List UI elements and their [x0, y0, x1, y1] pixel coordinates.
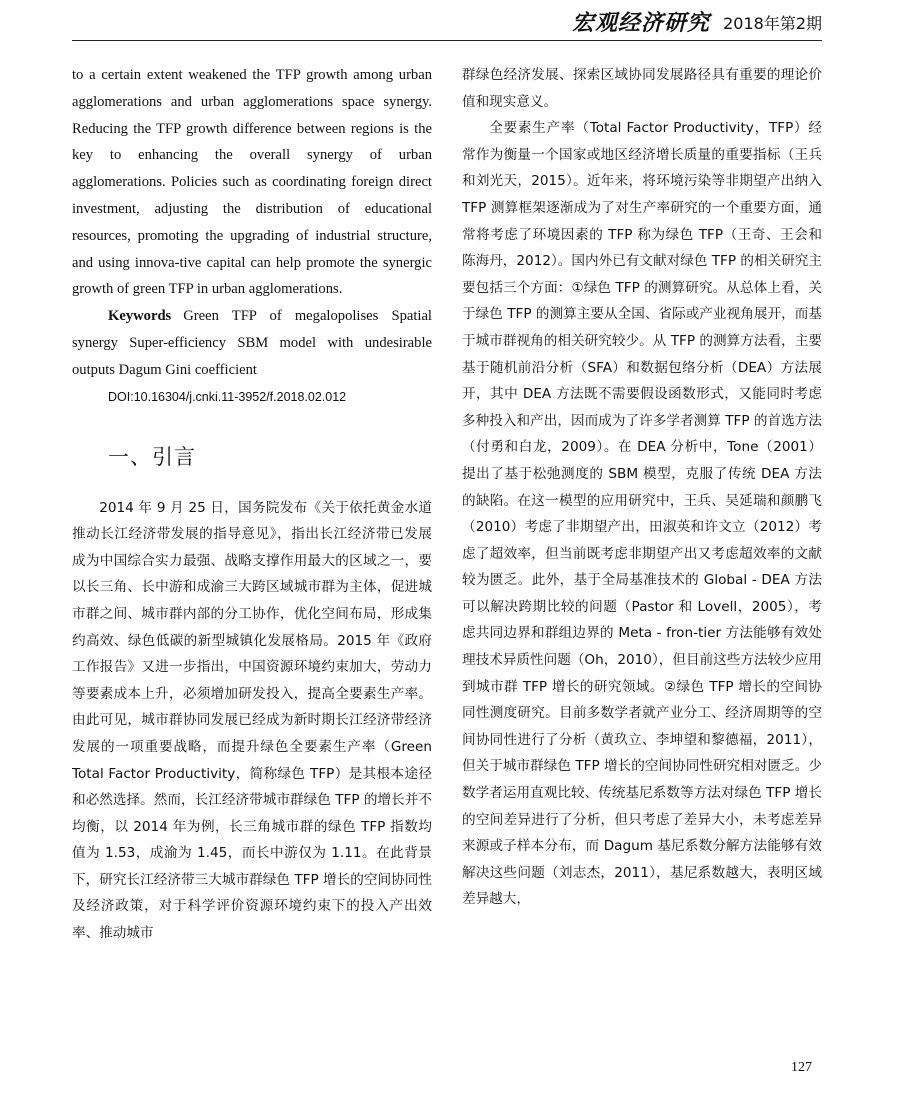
page-number: 127 — [791, 1060, 812, 1075]
page-header — [72, 4, 822, 41]
keywords-label: Keywords — [108, 308, 172, 325]
abstract-text: to a certain extent weakened the TFP growth among urban agglomerations and urban agglomerations space synergy. Reducing the TFP growth difference between regions is the key to enhancing the overall synergy of urban agglomerations. Policies such as coordinating foreign direct investment, adjusting the distribution of educational resources, promoting the upgrading of industrial structure, and using innova-tive capital can help promote the synergic growth of green TFP in urban agglomerations. — [72, 67, 432, 298]
section-title: 一、引言 — [108, 444, 196, 469]
left-column — [72, 62, 432, 947]
keywords — [72, 303, 432, 383]
journal-name: 宏观经济研究 — [571, 10, 710, 36]
right-column — [462, 62, 822, 913]
intro-paragraph-2: 全要素生产率（Total Factor Productivity，TFP）经常作为衡量一个国家或地区经济增长质量的重要指标（王兵和刘光天，2015）。近年来，将环境污染等非期望产出纳入 TFP 测算框架逐渐成为了对生产率研究的一个重要方面，通常将考虑了环境因素的 TFP 称为绿色 TFP（王奇、王会和陈海丹，2012）。国内外已有文献对绿色 TFP 的相关研究主要包括三个方面：①绿色 TFP 的测算研究。从总体上看，关于绿色 TFP 的测算主要从全国、省际或产业视角展开，而基于城市群视角的相关研究较少。从 TFP 的测算方法看，主要基于随机前沿分析（SFA）和数据包络分析（DEA）方法展开，其中 DEA 方法既不需要假设函数形式，又能同时考虑多种投入和产出，因而成为了许多学者测算 TFP 的首选方法（付勇和白龙，2009）。在 DEA 分析中，Tone（2001）提出了基于松弛测度的 SBM 模型，克服了传统 DEA 方法的缺陷。在这一模型的应用研究中，王兵、吴延瑞和颜鹏飞（2010）考虑了非期望产出，田淑英和许文立（2012）考虑了超效率，但当前既考虑非期望产出又考虑超效率的文献较为匮乏。此外，基于全局基准技术的 Global - DEA 方法可以解决跨期比较的问题（Pastor 和 Lovell，2005），考虑共同边界和群组边界的 Meta - fron-tier 方法能够有效处理技术异质性问题（Oh，2010），但目前这些方法较少应用到城市群 TFP 增长的研究领域。②绿色 TFP 增长的空间协同性测度研究。目前多数学者就产业分工、经济周期等的空间协同性进行了分析（黄玖立、李坤望和黎德福，2011），但关于城市群绿色 TFP 增长的空间协同性研究相对匮乏。少数学者运用直观比较、传统基尼系数等方法对绿色 TFP 增长的空间差异进行了分析，但只考虑了差异大小，未考虑差异来源或子样本分布，而 Dagum 基尼系数分解方法能够有效解决这些问题（刘志杰，2011），基尼系数越大，表明区域差异越大， — [462, 120, 822, 908]
intro-paragraph-1-continued: 群绿色经济发展、探索区域协同发展路径具有重要的理论价值和现实意义。 — [462, 67, 822, 110]
keywords-text: Green TFP of megalopolises Spatial synergy Super-efficiency SBM model with undesirable outputs Dagum Gini coefficient — [72, 308, 432, 378]
intro-paragraph-1: 2014 年 9 月 25 日，国务院发布《关于依托黄金水道推动长江经济带发展的指导意见》，指出长江经济带已发展成为中国综合实力最强、战略支撑作用最大的区域之一，要以长三角、长中游和成渝三大跨区域城市群为主体，促进城市群之间、城市群内部的分工协作，优化空间布局，形成集约高效、绿色低碳的新型城镇化发展格局。2015 年《政府工作报告》又进一步指出，中国资源环境约束加大，劳动力等要素成本上升，必须增加研发投入，提高全要素生产率。由此可见，城市群协同发展已经成为新时期长江经济带经济发展的一项重要战略，而提升绿色全要素生产率（Green Total Factor Productivity，简称绿色 TFP）是其根本途径和必然选择。然而，长江经济带城市群绿色 TFP 的增长并不均衡，以 2014 年为例，长三角城市群的绿色 TFP 指数均值为 1.53，成渝为 1.45，而长中游仅为 1.11。在此背景下，研究长江经济带三大城市群绿色 TFP 增长的空间协同性及经济政策，对于科学评价资源环境约束下的投入产出效率、推动城市 — [72, 499, 432, 942]
issue-label: 2018年第2期 — [723, 14, 822, 33]
doi: DOI:10.16304/j.cnki.11-3952/f.2018.02.012 — [108, 389, 347, 404]
